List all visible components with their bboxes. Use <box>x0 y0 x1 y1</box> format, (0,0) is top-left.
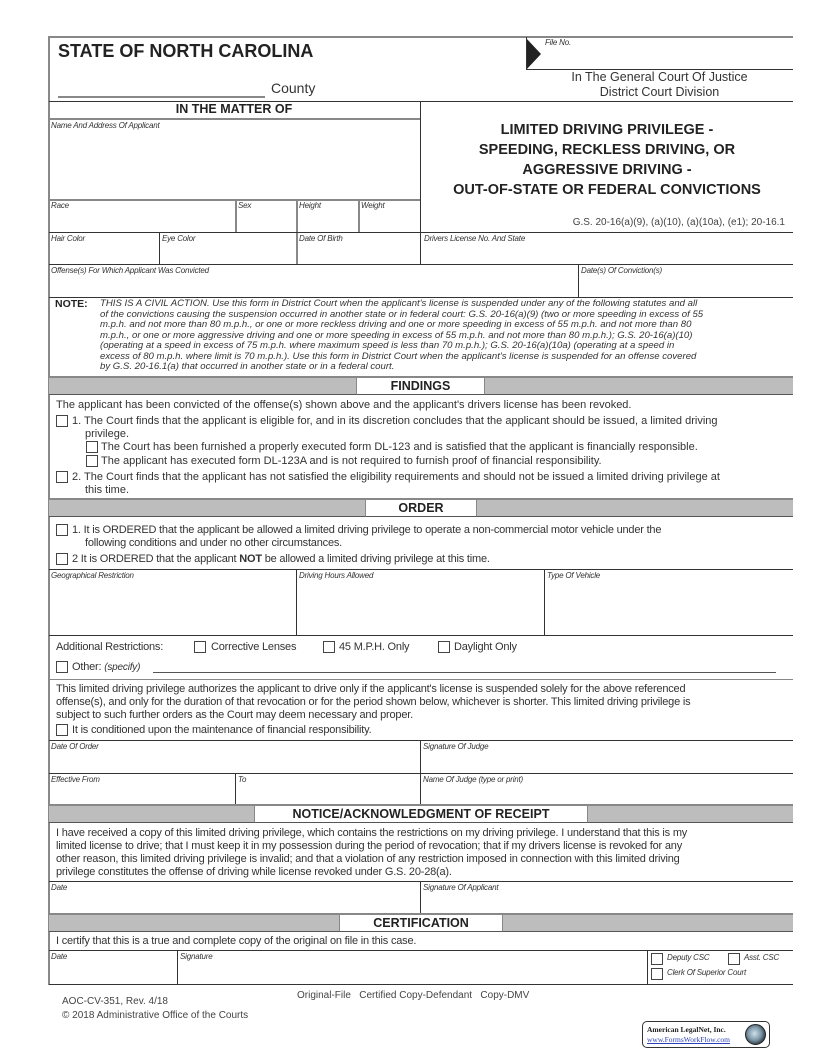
notice-bar <box>49 804 793 823</box>
clerk-superior-court-checkbox[interactable] <box>651 968 663 980</box>
order-heading: ORDER <box>365 498 477 517</box>
file-no-arrow-icon <box>526 38 541 70</box>
file-no-label: File No. <box>545 38 571 47</box>
findings-heading: FINDINGS <box>356 376 485 395</box>
effective-row-top <box>49 773 793 774</box>
order-item-2-checkbox[interactable] <box>56 553 68 565</box>
file-no-left-border <box>526 37 527 70</box>
order-item-2-pre: 2 It is ORDERED that the applicant <box>72 553 240 565</box>
judge-name-field[interactable] <box>422 785 792 804</box>
geo-restriction-label: Geographical Restriction <box>51 571 134 580</box>
applicant-signature-field[interactable] <box>422 893 792 912</box>
note-line-4: m.p.h., or one or more aggressive driving and one or more speeding in excess of 55 m.p.h. and not more than 80 m.p.h.); G.S. 20-16(a)(10) <box>100 329 693 341</box>
restrictions-top <box>49 569 793 570</box>
weight-label: Weight <box>361 201 385 210</box>
findings-item-2-checkbox[interactable] <box>56 471 68 483</box>
privilege-para-line-1: This limited driving privilege authorizes the applicant to drive only if the applicant's license is suspended solely for the above referenced <box>56 683 686 695</box>
hair-eye-divider <box>159 232 160 265</box>
offenses-label: Offense(s) For Which Applicant Was Convicted <box>51 266 209 275</box>
notice-date-field[interactable] <box>50 893 418 912</box>
order-item-1-checkbox[interactable] <box>56 524 68 536</box>
45mph-checkbox[interactable] <box>323 641 335 653</box>
order-item-2-not: NOT <box>239 553 262 565</box>
distribution-note: Original-File Certified Copy-Defendant Copy-DMV <box>297 990 530 1001</box>
effective-to-field[interactable] <box>237 785 418 804</box>
eye-color-field[interactable] <box>161 244 295 264</box>
weight-field[interactable] <box>360 211 418 231</box>
height-field[interactable] <box>298 211 357 231</box>
cert-sig-role-divider <box>647 950 648 984</box>
court-line-1: In The General Court Of Justice <box>571 70 748 84</box>
note-line-7: by G.S. 20-16.1(a) that occurred in another state or in a federal court. <box>100 361 395 372</box>
other-specify-input-line[interactable] <box>153 672 776 673</box>
vendor-globe-icon <box>745 1024 766 1045</box>
eye-color-label: Eye Color <box>162 234 196 243</box>
geo-restriction-field[interactable] <box>50 582 294 634</box>
hair-color-label: Hair Color <box>51 234 86 243</box>
other-specify-hint: (specify) <box>104 662 141 673</box>
certification-bar <box>49 913 793 932</box>
date-order-top <box>49 740 793 741</box>
order-item-1-line-2: following conditions and under no other circumstances. <box>85 537 343 549</box>
privilege-para-top <box>49 679 793 680</box>
order-item-2-post: be allowed a limited driving privilege at this time. <box>261 553 490 565</box>
state-title: STATE OF NORTH CAROLINA <box>58 41 314 61</box>
order-item-2 <box>72 553 490 567</box>
cert-sig-top <box>49 950 793 951</box>
matter-heading: IN THE MATTER OF <box>175 102 293 116</box>
hours-vehicle-divider <box>544 569 545 635</box>
other-label-text: Other: <box>72 661 102 673</box>
financial-responsibility-checkbox[interactable] <box>56 724 68 736</box>
form-title-line-4: OUT-OF-STATE OR FEDERAL CONVICTIONS <box>453 182 761 198</box>
45mph-label: 45 M.P.H. Only <box>339 641 410 653</box>
vehicle-type-label: Type Of Vehicle <box>547 571 601 580</box>
effective-from-field[interactable] <box>50 785 233 804</box>
name-address-label: Name And Address Of Applicant <box>51 121 160 130</box>
applicant-signature-label: Signature Of Applicant <box>423 883 499 892</box>
additional-restrictions-label: Additional Restrictions: <box>56 641 164 653</box>
deputy-csc-label: Deputy CSC <box>667 953 710 962</box>
daylight-checkbox[interactable] <box>438 641 450 653</box>
asst-csc-checkbox[interactable] <box>728 953 740 965</box>
judge-signature-label: Signature Of Judge <box>423 742 489 751</box>
conviction-dates-field[interactable] <box>580 276 792 296</box>
date-of-order-label: Date Of Order <box>51 742 99 751</box>
order-bar <box>49 498 793 517</box>
form-title-line-2: SPEEDING, RECKLESS DRIVING, OR <box>478 142 736 158</box>
cert-date-sig-divider <box>177 950 178 984</box>
matter-right-divider <box>420 101 421 232</box>
copyright: © 2018 Administrative Office of the Courts <box>62 1010 249 1021</box>
from-to-divider <box>235 773 236 805</box>
dob-field[interactable] <box>298 244 418 264</box>
form-title-line-1: LIMITED DRIVING PRIVILEGE - <box>500 122 714 138</box>
effective-to-label: To <box>238 775 247 784</box>
sex-label: Sex <box>238 201 252 210</box>
court-line-2: District Court Division <box>599 85 720 99</box>
findings-sub-1: The Court has been furnished a properly executed form DL-123 and is satisfied that the applicant is financially responsible. <box>101 441 698 453</box>
race-field[interactable] <box>50 211 234 231</box>
effective-from-label: Effective From <box>51 775 100 784</box>
top-border <box>49 36 529 38</box>
findings-item-1-checkbox[interactable] <box>56 415 68 427</box>
findings-sub-2: The applicant has executed form DL-123A and is not required to furnish proof of financial responsibility. <box>101 455 602 467</box>
privilege-para-line-2: offense(s), and only for the duration of that revocation or for the period shown below, whichever is shorter. This limited driving privilege is <box>56 696 691 708</box>
notice-line-3: other reason, this limited driving privilege is invalid; and that a violation of any restriction imposed in connection with this limited driving <box>56 853 680 865</box>
deputy-csc-checkbox[interactable] <box>651 953 663 965</box>
clerk-superior-court-label: Clerk Of Superior Court <box>667 968 746 977</box>
date-of-order-field[interactable] <box>50 752 418 772</box>
hair-row-top <box>49 232 793 233</box>
corrective-lenses-label: Corrective Lenses <box>211 641 297 653</box>
other-restriction-checkbox[interactable] <box>56 661 68 673</box>
license-label: Drivers License No. And State <box>424 234 526 243</box>
hair-color-field[interactable] <box>50 244 158 264</box>
cert-date-label: Date <box>51 952 68 961</box>
offenses-row-top <box>49 264 793 265</box>
note-line-5: (operating at a speed in excess of 75 m.p.h. where maximum speed is less than 70 m.p.h.); G.S. 20-16(a)(10a) (operating at a speed in <box>100 340 675 351</box>
height-label: Height <box>299 201 321 210</box>
sex-field[interactable] <box>237 211 295 231</box>
notice-line-2: limited license to drive; that I must keep it in my possession during the period of revocation; that if my drivers license is revoked for any <box>56 840 682 852</box>
daylight-label: Daylight Only <box>454 641 517 653</box>
notice-line-4: privilege constitutes the offense of driving while license revoked under G.S. 20-28(a). <box>56 866 452 878</box>
vendor-url[interactable]: www.FormsWorkFlow.com <box>647 1035 731 1044</box>
vendor-badge[interactable] <box>642 1021 770 1048</box>
name-address-field[interactable] <box>50 132 418 198</box>
geo-hours-divider <box>296 569 297 635</box>
offenses-dates-divider <box>578 264 579 297</box>
county-label: County <box>271 80 316 96</box>
financial-responsibility-label: It is conditioned upon the maintenance of financial responsibility. <box>72 724 372 736</box>
findings-intro: The applicant has been convicted of the offense(s) shown above and the applicant's drivers license has been revoked. <box>56 399 632 411</box>
statute-reference: G.S. 20-16(a)(9), (a)(10), (a)(10a), (e1); 20-16.1 <box>572 217 785 228</box>
cert-signature-label: Signature <box>180 952 213 961</box>
order-item-1-line-1: 1. It is ORDERED that the applicant be allowed a limited driving privilege to operate a non-commercial motor vehicle under the <box>72 524 662 536</box>
matter-heading-bottom <box>49 118 420 120</box>
findings-sub-2-checkbox[interactable] <box>86 455 98 467</box>
asst-csc-label: Asst. CSC <box>744 953 780 962</box>
notice-sig-divider <box>420 881 421 913</box>
findings-sub-1-checkbox[interactable] <box>86 441 98 453</box>
judge-name-label: Name Of Judge (type or print) <box>423 775 524 784</box>
driving-hours-field[interactable] <box>298 582 542 634</box>
certification-heading: CERTIFICATION <box>339 913 503 932</box>
cert-date-field[interactable] <box>50 962 175 982</box>
other-label <box>72 661 140 675</box>
findings-item-1-line-2: privilege. <box>85 428 130 440</box>
note-line-2: of the convictions causing the suspension occurred in another state or in federal court: G.S. 20-16(a)(9) (two or more speeding in excess of 55 <box>100 308 704 320</box>
notice-sig-top <box>49 881 793 882</box>
cert-bottom <box>49 984 793 985</box>
license-field[interactable] <box>423 244 791 264</box>
vehicle-type-field[interactable] <box>546 582 792 634</box>
dob-label: Date Of Birth <box>299 234 343 243</box>
county-input-line[interactable] <box>58 96 265 98</box>
findings-item-1-line-1: 1. The Court finds that the applicant is eligible for, and in its discretion concludes that the applicant should be issued, a limited driving <box>72 415 718 427</box>
conviction-dates-label: Date(s) Of Conviction(s) <box>581 266 662 275</box>
note-line-1: THIS IS A CIVIL ACTION. Use this form in District Court when the applicant's license is suspended under any of the following statutes and all <box>100 298 698 309</box>
form-id: AOC-CV-351, Rev. 4/18 <box>62 996 168 1007</box>
notice-line-1: I have received a copy of this limited driving privilege, which contains the restrictions on my driving privilege. I understand that this is my <box>56 827 688 839</box>
notice-heading: NOTICE/ACKNOWLEDGMENT OF RECEIPT <box>254 804 588 823</box>
note-line-6: excess of 80 m.p.h. where limit is 70 m.p.h.). Use this form in District Court when the applicant's license is suspended for an offense covered <box>100 350 697 362</box>
findings-bar <box>49 376 793 395</box>
judge-signature-field[interactable] <box>422 752 792 772</box>
privilege-para-line-3: subject to such further orders as the Court may deem necessary and proper. <box>56 709 413 721</box>
findings-item-2-line-1: 2. The Court finds that the applicant has not satisfied the eligibility requirements and should not be issued a limited driving privilege at <box>72 471 720 483</box>
form-title-line-3: AGGRESSIVE DRIVING - <box>522 162 692 178</box>
certification-statement: I certify that this is a true and complete copy of the original on file in this case. <box>56 935 417 947</box>
dob-license-divider <box>420 232 421 265</box>
restrictions-bottom <box>49 635 793 636</box>
file-no-field[interactable] <box>545 48 785 68</box>
note-label: NOTE: <box>55 298 88 310</box>
offenses-field[interactable] <box>50 276 576 296</box>
note-line-3: m.p.h. and not more than 80 m.p.h., or one or more reckless driving and one or more speeding in excess of 55 m.p.h. and not more than 80 <box>100 319 692 330</box>
corrective-lenses-checkbox[interactable] <box>194 641 206 653</box>
findings-item-2-line-2: this time. <box>85 484 130 496</box>
race-label: Race <box>51 201 69 210</box>
notice-date-label: Date <box>51 883 68 892</box>
vendor-name: American LegalNet, Inc. <box>647 1025 726 1034</box>
driving-hours-label: Driving Hours Allowed <box>299 571 374 580</box>
cert-signature-field[interactable] <box>179 962 645 982</box>
